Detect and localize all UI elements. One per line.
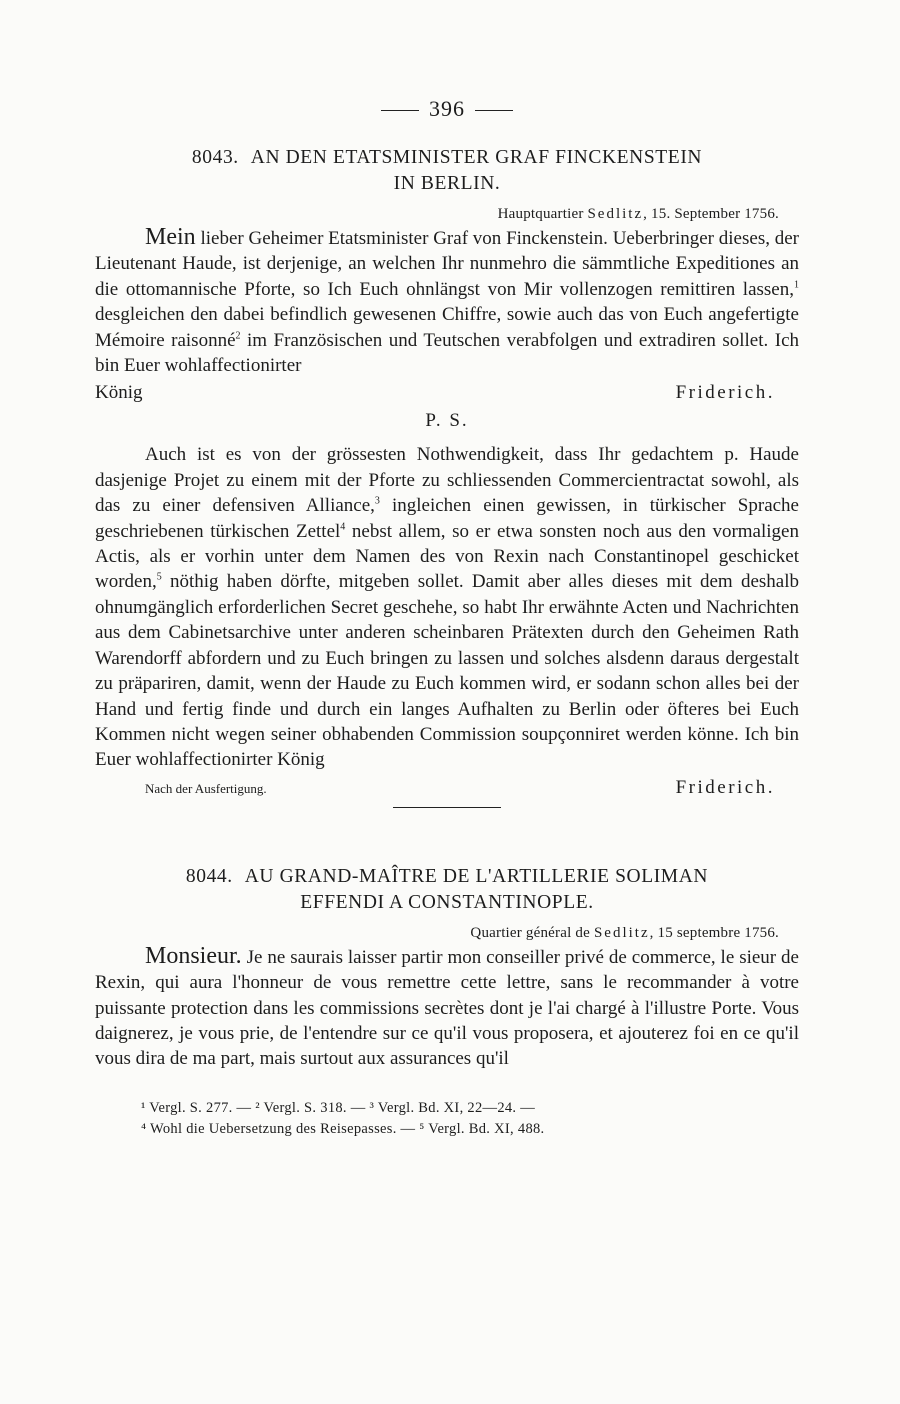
source-row [95,777,799,799]
letter-title-line2: EFFENDI A CONSTANTINOPLE. [300,891,594,913]
letter-number: 8044. [185,865,233,887]
footnote-mark: 5 [156,572,162,584]
body-text-3: im Französischen und Teutschen verabfolgen und extradiren sollet. Ich bin Euer wohlaffectionirter [95,329,800,377]
letter-8044-heading [95,864,799,916]
dateline-date: , 15. September 1756. [643,206,779,222]
dateline-prefix: Quartier général de [470,924,594,941]
ps-text-4: nöthig haben dörfte, mitgeben sollet. Damit aber alles dieses mit dem deshalb ohnumgänglich erforderlichen Secret geschehe, so habt Ihr erwähnte Acten und Nachrichten aus dem Cabinetsarchive unter anderen scheinbaren Prätexten durch den Geheimen Rath Warendorff abfordern und zu Euch bringen zu lassen und solches alsdenn daraus dergestalt zu präpariren, damit, wenn der Haude zu Euch kommen wird, er sodann schon alles bei der Hand und fertig finde und durch ein langes Aufhalten zu Berlin oder öfteres bei Euch Kommen nicht wegen seiner obhabenden Commission soupçonniret werden könne. Ich bin Euer wohlaffectionirter König [95,571,799,771]
letter-title-line1: AU GRAND-MAÎTRE DE L'ARTILLERIE SOLIMAN [244,865,709,887]
body-text: Je ne saurais laisser partir mon conseiller privé de commerce, le sieur de Rexin, qui aura l'honneur de vous remettre cette lettre, sans le recommander à votre puissante protection dans les commissions secrètes dont je l'ai chargé à l'illustre Porte. Vous daignerez, je vous prie, de l'entendre sur ce qu'il vous proposera, et ajouterez foi en ce qu'il vous dira de ma part, mais surtout aux assurances qu'il [95,946,799,1070]
dateline-date: , 15 septembre 1756. [649,924,779,941]
ps-text-1: Auch ist es von der grössesten Nothwendigkeit, dass Ihr gedachtem p. Haude dasjenige Projet zu einem mit der Pforte zu schliessenden Commercientractat sowohl, als das zu einer defensiven Alliance, [95,444,799,517]
letter-number: 8043. [191,147,239,168]
footnote-mark: 1 [794,279,799,291]
postscript-paragraph [95,442,799,772]
letter-8044-dateline [95,922,799,944]
page-number-dash-right [475,110,513,111]
letter-8044-body [95,944,799,1072]
ps-text-3: nebst allem, so er etwa sonsten noch aus den vormaligen Actis, als er vorhin unter dem Namen des von Rexin nach Constantinopel geschicket worden, [95,520,799,593]
postscript-signature: Friderich. [675,776,775,798]
letter-8044-paragraph [95,944,799,1072]
footnote-line-2: ⁴ Wohl die Uebersetzung des Reisepasses. — ⁵ Vergl. Bd. XI, 488. [141,1120,545,1137]
footnote-line-1: ¹ Vergl. S. 277. — ² Vergl. S. 318. — ³ Vergl. Bd. XI, 22—24. — [141,1099,536,1116]
first-word: Monsieur. [145,942,242,969]
footnote-mark: 4 [340,521,346,533]
postscript-heading: P. S. [425,410,469,432]
dateline-place: Sedlitz [587,206,644,222]
footnote-mark: 2 [235,330,241,342]
footnotes [95,1098,799,1140]
page-number-row [95,95,799,127]
letter-title-line2: IN BERLIN. [393,173,501,194]
footnote-mark: 3 [374,495,380,507]
signature: Friderich. [675,382,775,404]
section-divider [393,807,501,808]
first-word: Mein [145,224,196,250]
dateline-place: Sedlitz [593,924,650,941]
letter-8043-closing [95,378,799,404]
ps-text-2: ingleichen einen gewissen, in türkischer Sprache geschriebenen türkischen Zettel [95,495,799,542]
body-text-2: desgleichen den dabei befindlich gewesenen Chiffre, sowie auch das von Euch angefertigte Mémoire raisonné [95,304,799,351]
source-note: Nach der Ausfertigung. [145,780,267,796]
closing-word: König [95,382,143,404]
dateline-prefix: Hauptquartier [497,206,588,222]
letter-title-line1: AN DEN ETATSMINISTER GRAF FINCKENSTEIN [250,147,703,168]
page-number-dash-left [381,110,419,111]
letter-8043-heading [95,145,799,197]
document-page [95,95,799,1140]
page-number: 396 [429,96,465,121]
letter-8043-dateline [95,203,799,225]
body-text-1: lieber Geheimer Etatsminister Graf von Finckenstein. Ueberbringer dieses, der Lieutenant Haude, ist derjenige, an welchen Ihr nunmehro die sämmtliche Expeditiones an die ottomannische Pforte, so Ich Euch ohnlängst von Mir vollenzogen remittiren lassen, [95,228,799,300]
letter-8043-body [95,225,799,799]
letter-8043-paragraph [95,225,799,378]
